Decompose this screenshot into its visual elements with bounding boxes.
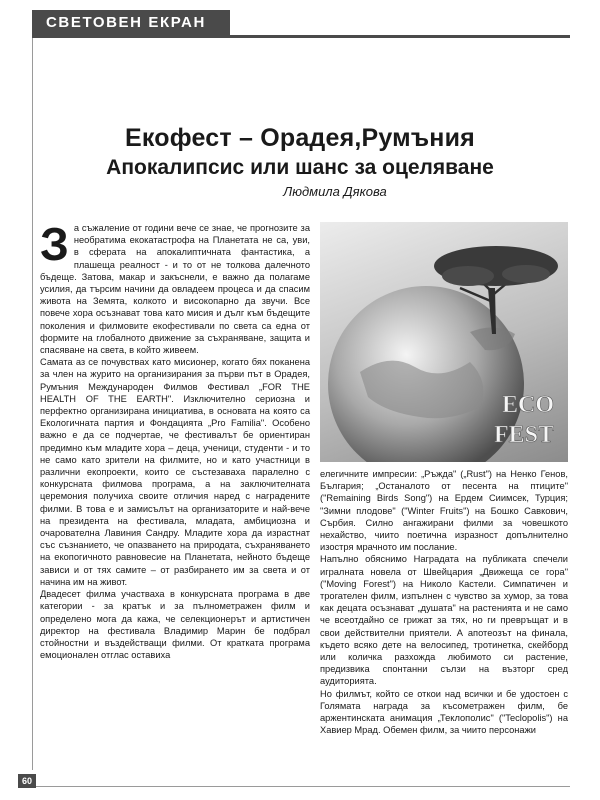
page-number: 60 <box>18 774 36 788</box>
dropcap: З <box>40 218 69 270</box>
paragraph-5: Напълно обяснимо Наградата на публиката спечели игралната новела от Швейцария „Движеща се гора" ("Moving Forest") на Николо Кастели. Симпатичен и трогателен филм, изпълнен с чувство за хумор, за това как децата осъзнават „душата" на растенията и не само че всеотдайно се грижат за тях, но ги превръщат и в свои действителни приятели. А апотеозът на финала, където всяко дете на велосипед, тротинетка, скейборд или количка разхожда любимото си растение, предизвика спонтанни сълзи на възторг сред аудиторията. <box>320 554 568 687</box>
paragraph-4: елегичните импресии: „Ръжда" („Rust") на Ненко Генов, България; „Останалото от песента на птиците" ("Remaining Birds Song") на Ердем Сиимсек, Турция; "Зимни плодове" ("Winter Fruits") на Бошко Савкович, Сърбия. Силно ангажирани филми за човешкото нехайство, чиито поетична изразност допълнително изостря мрачното им послание. <box>320 469 568 553</box>
footer-rule <box>36 786 570 787</box>
paragraph-6: Но филмът, който се откои над всички и бе удостоен с Голямата награда за късометражен филм, бе аржентинската анимация „Теклополис" ("Teclopolis") на Хавиер Мрад. Обемен филм, за чиито персонажи <box>320 688 568 736</box>
logo-line-fest: FEST <box>494 422 555 448</box>
ecofest-photo <box>320 222 568 462</box>
article-title: Екофест – Орадея,Румъния <box>125 124 475 152</box>
section-tab: СВЕТОВЕН ЕКРАН <box>32 10 230 35</box>
logo-line-eco: ECO <box>502 392 555 418</box>
paragraph-2: Самата аз се почувствах като мисионер, когато бях поканена за член на журито на организирания за първи път в Орадея, Румъния Международен Филмов Фестивал „FOR THE HEALTH OF THE EARTH". Изключително сериозна и перфектно организирана инициатива, в основата на която са Екологичната партия и Фондацията „Pro Familia". Особено важно е да се подчертае, че фестивалът бе ориентиран предимно към младите хора – деца, ученици, студенти - и то не само като зрители на филмите, но и като участници в различни екопроекти, които се състезаваха паралелно с конкурсната филмова програма, а на заключителната церемония получиха своите отличия наред с наградените филми. В това е и замисълът на организаторите и най-вече на президента на фестивала, младата, амбициозна и очарователна Лавиния Сандру. Младите хора да израстнат със съзнанието, че опазването на природата, съхраняването на екопогичното равновесие на Планетата, нейното бъдеще зависи и от тях самите – от разбирането им за света и от начина им на живот. <box>40 357 310 587</box>
header-rule <box>32 35 570 38</box>
paragraph-1-text: а съжаление от години вече се знае, че прогнозите за необратима екокатастрофа на Планетата не са, уви, в сферата на апокалиптичната фантастика, а плашеща реалност - и то от не толкова далечното бъдеще. Затова, макар и закъснели, е важно да полагаме усилия, да търсим начини да овладеем процеса и да спасим живота на Земята, колкото и високопарно да звучи. Все повече хора осъзнават това като мисия и дълг към бъдещите поколения и филмовите екофестивали по света са една от формите на глобалното движение за съхраняване, защита и спасяване на света, в който живеем. <box>40 223 310 356</box>
article-author: Людмила Дякова <box>283 184 387 199</box>
earth-tree-illustration <box>320 222 568 462</box>
paragraph-1 <box>40 218 310 356</box>
right-column <box>320 468 568 736</box>
tree-canopy-right <box>502 265 550 283</box>
left-column <box>40 218 310 661</box>
tree-canopy-left <box>442 266 494 286</box>
paragraph-3: Двадесет филма участваха в конкурсната програма в две категории - за кратък и за пълнометражен филм и определено мога да кажа, че селекционерът и артистичен директор на фестивала Владимир Марин бе подбрал стойностни и въздействащи филми. От кратката програма емоционален отглас оставиха <box>40 589 310 661</box>
article-subtitle: Апокалипсис или шанс за оцеляване <box>106 156 494 179</box>
